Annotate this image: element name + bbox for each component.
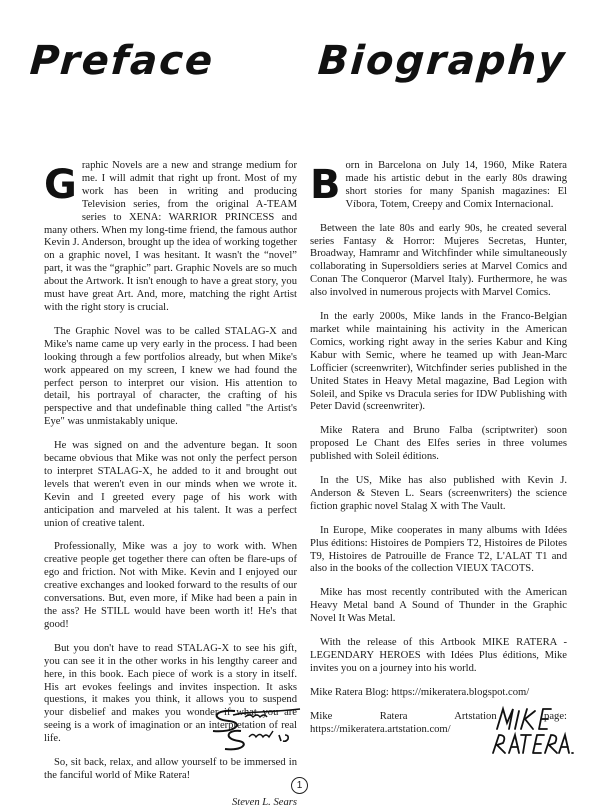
biography-paragraph: In the early 2000s, Mike lands in the Franco-Belgian market while maintaining his activity in the American Comics, working right away in the series Kabur and King Kabur with Semic, where he teamed up with Jean-Marc Lofficier (screenwriter), Witchfinder series published in the United States in Heavy Metal magazine, Bad Legion with Soleil, and Spike vs Dracula series for IDW Publishing with Peter David (screenwriter).	[310, 311, 567, 413]
biography-paragraph: Mike has most recently contributed with the American Heavy Metal band A Sound of Thunder in the Graphic Novel It Was Metal.	[310, 587, 567, 625]
biography-paragraph: Between the late 80s and early 90s, he created several series Fantasy & Horror: Mujeres Secretas, Hunter, Broadway, Hamramr and Witchfinder while simultaneously collaborating in Supersoldiers series at Marvel Comics and Conan The Conqueror (Marvel Italy). Furthermore, he was also involved in numerous projects with Marvel Comics.	[310, 222, 567, 299]
biography-paragraph: In the US, Mike has also published with Kevin J. Anderson & Steven L. Sears (screenwriters) the science fiction graphic novel Stalag X with The Vault.	[310, 475, 567, 512]
page-number: 1	[291, 777, 308, 794]
artstation-link[interactable]: Mike Ratera Artstation page: https://mikeratera.artstation.com/	[310, 710, 567, 735]
preface-paragraph: The Graphic Novel was to be called STALAG-X and Mike's name came up very early in the process. I had been looking through a few portfolios already, but when Mike's work appeared on my screen, I knew we had found the perfect person to interpret our vision. His attention to detail, his portrayal of character, the crafting of his perspective and that undefinable thing called "the Artist's Eye" was unmistakably unique.	[44, 325, 297, 428]
biography-paragraph: With the release of this Artbook MIKE RATERA - LEGENDARY HEROES with Idées Plus éditions, Mike invites you on a journey into his world.	[310, 637, 567, 674]
steven-sears-signature	[205, 705, 305, 753]
biography-paragraph: In Europe, Mike cooperates in many albums with Idées Plus éditions: Histoires de Pompiers T2, Histoires de Pilotes T9, Histoires de Patrouille de France T2, L'ALAT T1 and also in the books of the collection VIEUX TACOTS.	[310, 524, 567, 575]
preface-title: Preface	[28, 38, 216, 84]
mike-ratera-signature	[485, 705, 575, 761]
drop-cap-g: G	[44, 162, 77, 208]
biography-column	[310, 160, 567, 748]
biography-paragraph: Mike Ratera and Bruno Falba (scriptwriter) soon proposed Le Chant des Elfes series in three volumes published with Soleil éditions.	[310, 425, 567, 463]
preface-paragraph: So, sit back, relax, and allow yourself to be immersed in the fanciful world of Mike Ratera!	[44, 757, 297, 781]
preface-author: Steven L. Sears	[231, 796, 297, 808]
blog-link[interactable]: Mike Ratera Blog: https://mikeratera.blogspot.com/	[310, 686, 530, 698]
biography-paragraph: Born in Barcelona on July 14, 1960, Mike Ratera made his artistic debut in the early 80s drawing short stories for many Spanish magazines: El Víbora, Totem, Creepy and Comix Internacional.	[310, 160, 567, 210]
preface-paragraph: He was signed on and the adventure began. It soon became obvious that Mike was not only the perfect person to interpret STALAG-X, he added to it and brought out levels that weren't even in our minds when we wrote it. Kevin and I greeted every page of his work with anticipation and marveled at his talent. It was a perfect union of creative talent.	[44, 440, 297, 529]
drop-cap-b: B	[310, 162, 341, 208]
preface-paragraph: Graphic Novels are a new and strange medium for me. I will admit that right up front. Most of my work has been in writing and producing Television series, from the original A-TEAM series to XENA: WARRIOR PRINCESS and many others. When my long-time friend, the famous author Kevin J. Anderson, brought up the idea of working together on a graphic novel, I was hesitant. It wasn't the “novel” part, it was the “graphic” part. Graphic Novels are so much about the Artwork. It isn't enough to have a great story, you must have great Art. And, more, matching the right Artist with the right story is crucial.	[44, 160, 297, 313]
preface-paragraph: But you don't have to read STALAG-X to see his gift, you can see it in the other works in his lengthy career and here, in this book. Each piece of work is a story in itself. His art evokes feelings and invites inspection. It asks questions, it makes you think, it allows you to suspend your disbelief and makes you wonder if what you are seeing is a work of imagination or an interpretation of real life.	[44, 642, 297, 745]
biography-title: Biography	[316, 38, 568, 84]
preface-paragraph: Professionally, Mike was a joy to work with. When creative people get together there can often be flare-ups of ego and friction. Not with Mike. Kevin and I enjoyed our creative exchanges and looked forward to the results of our conversations. But, even more, if Mike had been a pain in the ass? He STILL would have been worth it! He's that good!	[44, 541, 297, 630]
